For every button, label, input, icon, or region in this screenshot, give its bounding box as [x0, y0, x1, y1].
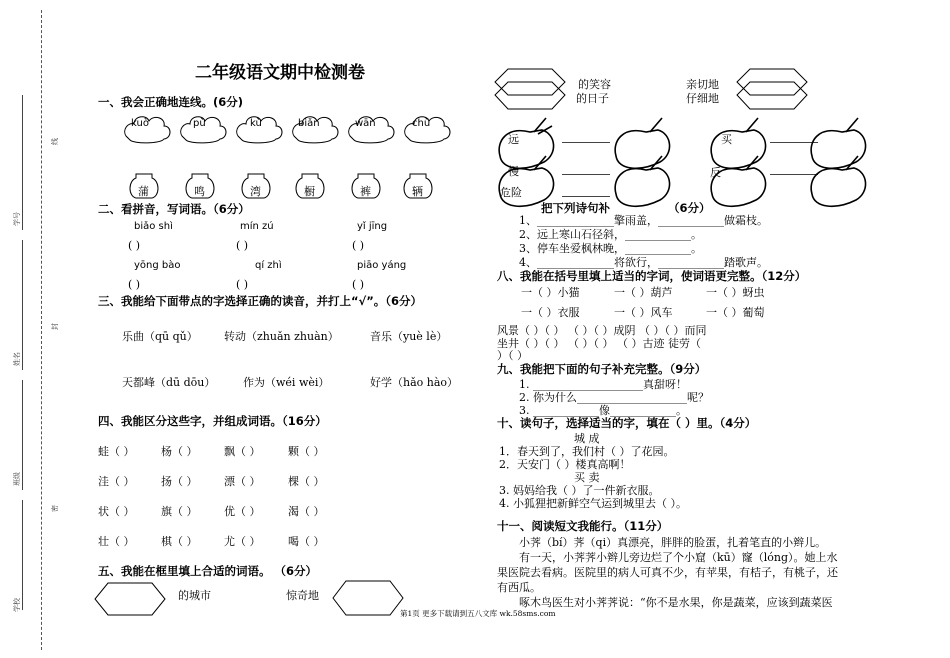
section-8-heading: 八、我能在括号里填上适当的字词，使词语更完整。（12分） [497, 269, 807, 283]
section-9-heading: 九、我能把下面的句子补充完整。（9分） [497, 362, 707, 376]
passage-text: 有西瓜。 [497, 581, 541, 594]
binding-line [41, 10, 42, 650]
answer-blank[interactable]: ( ) [352, 239, 365, 252]
hexagon-box[interactable] [332, 580, 404, 616]
section-1-heading: 一、我会正确地连线。(6分) [98, 95, 244, 109]
margin-label-class: 班级 [13, 472, 21, 486]
pinyin-word-6: piāo yáng [357, 260, 407, 271]
answer-blank[interactable]: ( ) [128, 278, 141, 291]
poem-line[interactable]: 1、______________擎雨盖，____________做霜枝。 [519, 214, 768, 227]
margin-mark-line: 线 [51, 138, 59, 145]
reading-option[interactable]: 转动（zhuǎn zhuàn） [224, 330, 339, 343]
section-10-heading: 十、读句子，选择适当的字，填在（ ）里。（4分） [497, 416, 757, 430]
char-6: 辆 [412, 185, 423, 198]
passage-text: 果医院去看病。医院里的病人可真不少，有苹果，有桔子，有桃子，还 [497, 566, 838, 579]
reading-option[interactable]: 好学（hǎo hào） [370, 376, 459, 389]
pinyin-4: biǎn [298, 118, 320, 129]
poem-line[interactable]: 4、______________将欲行，____________踏歌声。 [519, 256, 768, 269]
antonym-word: 危险 [500, 186, 522, 199]
margin-label-school: 学校 [13, 598, 21, 612]
word-group[interactable]: 状（ ） [98, 505, 135, 518]
idiom-row[interactable]: 风景（ ）（ ） （ ）（ ）成阴 （ ）（ ）而同 [497, 324, 707, 337]
pinyin-word-2: mín zú [240, 221, 274, 232]
pinyin-clouds [122, 112, 452, 146]
char-pair: 买 卖 [574, 471, 600, 484]
reading-option[interactable]: 天都峰（dū dōu） [122, 376, 216, 389]
word-group[interactable]: 渴（ ） [288, 505, 325, 518]
idiom-row[interactable]: ）（ ） [497, 349, 528, 362]
char-5: 裤 [360, 185, 371, 198]
margin-blank [22, 500, 23, 610]
section-5-heading: 五、我能在框里填上合适的词语。 （6分） [98, 564, 318, 578]
antonym-word: 买 [721, 133, 732, 146]
margin-blank [22, 240, 23, 370]
answer-blank[interactable]: ( ) [128, 239, 141, 252]
pinyin-1: kuò [131, 118, 149, 129]
word-group[interactable]: 棋（ ） [161, 535, 198, 548]
fill-sentence[interactable]: 4. 小狐狸把新鲜空气运到城里去（ ）。 [499, 497, 687, 510]
char-4: 橱 [304, 185, 315, 198]
word-group[interactable]: 漂（ ） [224, 475, 261, 488]
phrase-text: 惊奇地 [286, 589, 319, 602]
sentence-line[interactable]: 3. ____________像____________。 [519, 404, 687, 417]
answer-blank[interactable]: ( ) [236, 278, 249, 291]
reading-option[interactable]: 乐曲（qū qǔ） [122, 330, 198, 343]
antonym-word: 反 [710, 166, 721, 179]
word-group[interactable]: 棵（ ） [288, 475, 325, 488]
fill-sentence[interactable]: 2．天安门（ ）楼真高啊！ [499, 458, 631, 471]
word-group[interactable]: 壮（ ） [98, 535, 135, 548]
passage-text: 有一天，小荠荠小辫儿旁边烂了个小窟（kū）窿（lóng）。她上水 [519, 551, 838, 564]
phrase-text: 的日子 [576, 92, 609, 105]
measure-word[interactable]: 一（ ）衣服 [521, 306, 580, 319]
measure-word[interactable]: 一（ ）葡萄 [706, 306, 765, 319]
char-pair: 城 成 [574, 432, 600, 445]
page-footer: 第1页 更多下载请到五八文库 wk.58sms.com [400, 609, 556, 618]
hexagon-box[interactable] [94, 582, 166, 616]
passage-text: 小荠（bí）荠（qi）真漂亮，胖胖的脸蛋，扎着笔直的小辫儿。 [519, 536, 827, 549]
poem-line[interactable]: 3、停车坐爱枫林晚，____________。 [519, 242, 702, 255]
hexagon-box[interactable] [494, 68, 566, 110]
char-2: 鸣 [194, 185, 205, 198]
section-4-heading: 四、我能区分这些字，并组成词语。（16分） [98, 414, 327, 428]
char-1: 蒲 [138, 185, 149, 198]
word-group[interactable]: 飘（ ） [224, 445, 261, 458]
margin-mark-sealed: 密 [51, 505, 59, 512]
margin-blank [22, 380, 23, 490]
phrase-text: 的城市 [178, 589, 211, 602]
margin-label-name: 姓名 [13, 352, 21, 366]
phrase-text: 仔细地 [686, 92, 719, 105]
word-group[interactable]: 喝（ ） [288, 535, 325, 548]
sentence-line[interactable]: 2. 你为什么____________________呢？ [519, 391, 709, 404]
measure-word[interactable]: 一（ ）风车 [614, 306, 673, 319]
fill-sentence[interactable]: 3. 妈妈给我（ ）了一件新衣服。 [499, 484, 660, 497]
pinyin-word-5: qí zhì [255, 260, 282, 271]
margin-label-student-id: 学号 [13, 212, 21, 226]
reading-option[interactable]: 音乐（yuè lè） [370, 330, 448, 343]
pinyin-3: kù [250, 118, 262, 129]
hexagon-box[interactable] [736, 68, 808, 110]
page-title: 二年级语文期中检测卷 [195, 63, 365, 83]
passage-text: 啄木鸟医生对小荠荠说：“你不是水果，你是蔬菜，应该到蔬菜医 [519, 596, 833, 609]
sentence-line[interactable]: 1. ____________________真甜呀！ [519, 378, 687, 391]
character-jars [128, 172, 438, 200]
section-11-heading: 十一、阅读短文我能行。（11分） [497, 519, 669, 533]
word-group[interactable]: 扬（ ） [161, 475, 198, 488]
idiom-row[interactable]: 坐井（ ）（ ） （ ）（ ） （ ）古迹 徒劳（ [497, 337, 701, 350]
word-group[interactable]: 洼（ ） [98, 475, 135, 488]
word-group[interactable]: 杨（ ） [161, 445, 198, 458]
pinyin-word-1: biǎo shì [134, 221, 173, 232]
answer-blank[interactable]: ( ) [352, 278, 365, 291]
measure-word[interactable]: 一（ ）蚜虫 [706, 286, 765, 299]
fill-sentence[interactable]: 1．春天到了，我们村（ ）了花园。 [499, 445, 675, 458]
margin-mark-seal: 封 [51, 323, 59, 330]
section-2-heading: 二、看拼音，写词语。（6分） [98, 202, 250, 216]
word-group[interactable]: 颗（ ） [288, 445, 325, 458]
word-group[interactable]: 尤（ ） [224, 535, 261, 548]
poem-line[interactable]: 2、远上寒山石径斜，____________。 [519, 228, 702, 241]
phrase-text: 亲切地 [686, 78, 719, 91]
word-group[interactable]: 优（ ） [224, 505, 261, 518]
antonym-word: 慢 [508, 165, 519, 178]
pinyin-word-3: yǐ jīng [357, 221, 388, 232]
measure-word[interactable]: 一（ ）葫芦 [614, 286, 673, 299]
section-7-heading: 把下列诗句补 [541, 201, 610, 215]
margin-blank [22, 95, 23, 230]
pinyin-5: wān [355, 118, 376, 129]
reading-option[interactable]: 作为（wéi wèi） [243, 376, 330, 389]
phrase-text: 的笑容 [578, 78, 611, 91]
pinyin-2: pù [193, 118, 206, 129]
section-7-score: （6分） [668, 201, 711, 215]
measure-word[interactable]: 一（ ）小猫 [521, 286, 580, 299]
pinyin-6: chū [412, 118, 431, 129]
answer-blank[interactable]: ( ) [236, 239, 249, 252]
section-3-heading: 三、我能给下面带点的字选择正确的读音，并打上“√”。（6分） [98, 294, 423, 308]
word-group[interactable]: 旗（ ） [161, 505, 198, 518]
word-group[interactable]: 蛙（ ） [98, 445, 135, 458]
char-3: 湾 [250, 185, 261, 198]
pinyin-word-4: yōng bào [134, 260, 181, 271]
antonym-word: 远 [508, 133, 519, 146]
